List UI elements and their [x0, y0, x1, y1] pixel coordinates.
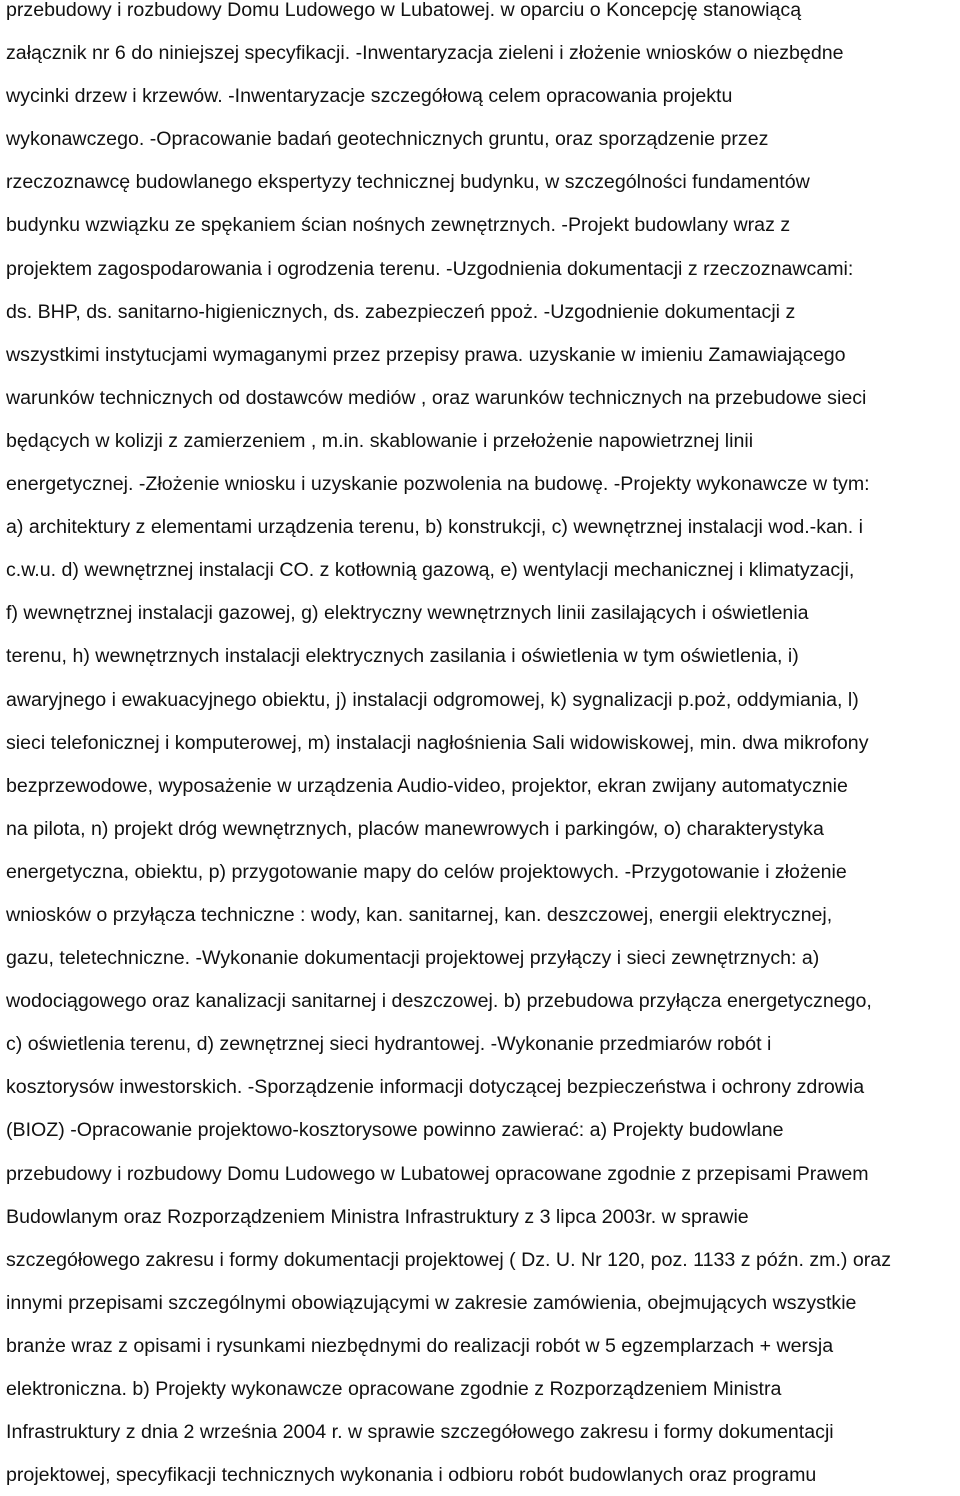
- text-line: branże wraz z opisami i rysunkami niezbędnymi do realizacji robót w 5 egzemplarzach + wersja: [6, 1334, 834, 1357]
- text-line: wykonawczego. -Opracowanie badań geotechnicznych gruntu, oraz sporządzenie przez: [6, 128, 769, 151]
- text-line: ds. BHP, ds. sanitarno-higienicznych, ds. zabezpieczeń ppoż. -Uzgodnienie dokumentacji z: [6, 300, 796, 323]
- text-line: Budowlanym oraz Rozporządzeniem Ministra Infrastruktury z 3 lipca 2003r. w sprawie: [6, 1205, 749, 1228]
- text-line: f) wewnętrznej instalacji gazowej, g) elektryczny wewnętrznych linii zasilających i oświetlenia: [6, 602, 809, 625]
- text-line: a) architektury z elementami urządzenia terenu, b) konstrukcji, c) wewnętrznej instalacji wod.-kan. i: [6, 516, 864, 539]
- text-line: warunków technicznych od dostawców mediów , oraz warunków technicznych na przebudowe sieci: [6, 386, 867, 409]
- text-line: elektroniczna. b) Projekty wykonawcze opracowane zgodnie z Rozporządzeniem Ministra: [6, 1378, 782, 1400]
- text-line: będących w kolizji z zamierzeniem , m.in. skablowanie i przełożenie napowietrznej linii: [6, 429, 754, 452]
- text-line: wycinki drzew i krzewów. -Inwentaryzacje szczegółową celem opracowania projektu: [6, 85, 733, 108]
- text-line: innymi przepisami szczególnymi obowiązującymi w zakresie zamówienia, obejmujących wszystkie: [6, 1291, 857, 1314]
- text-line: bezprzewodowe, wyposażenie w urządzenia Audio-video, projektor, ekran zwijany automatycznie: [6, 774, 848, 797]
- text-line: c.w.u. d) wewnętrznej instalacji CO. z kotłownią gazową, e) wentylacji mechanicznej i klimatyzacji,: [6, 559, 855, 582]
- text-line: energetycznej. -Złożenie wniosku i uzyskanie pozwolenia na budowę. -Projekty wykonawcze w tym:: [6, 473, 870, 496]
- text-line: rzeczoznawcę budowlanego ekspertyzy technicznej budynku, w szczególności fundamentów: [6, 171, 810, 194]
- text-line: projektowej, specyfikacji technicznych wykonania i odbioru robót budowlanych oraz programu: [6, 1464, 817, 1487]
- text-line: załącznik nr 6 do niniejszej specyfikacji. -Inwentaryzacja zieleni i złożenie wniosków o niezbędne: [6, 42, 844, 65]
- text-line: wodociągowego oraz kanalizacji sanitarnej i deszczowej. b) przebudowa przyłącza energetycznego,: [6, 990, 872, 1013]
- document-body: [6, 0, 958, 1496]
- text-line: budynku wzwiązku ze spękaniem ścian nośnych zewnętrznych. -Projekt budowlany wraz z: [6, 214, 791, 237]
- text-line: szczegółowego zakresu i formy dokumentacji projektowej ( Dz. U. Nr 120, poz. 1133 z późn. zm.) oraz: [6, 1248, 891, 1271]
- text-line: kosztorysów inwestorskich. -Sporządzenie informacji dotyczącej bezpieczeństwa i ochrony zdrowia: [6, 1076, 865, 1099]
- text-line: projektem zagospodarowania i ogrodzenia terenu. -Uzgodnienia dokumentacji z rzeczoznawcami:: [6, 257, 854, 280]
- text-line: Infrastruktury z dnia 2 września 2004 r. w sprawie szczegółowego zakresu i formy dokumentacji: [6, 1421, 834, 1444]
- text-line: terenu, h) wewnętrznych instalacji elektrycznych zasilania i oświetlenia w tym oświetlenia, i): [6, 645, 799, 668]
- text-line: energetyczna, obiektu, p) przygotowanie mapy do celów projektowych. -Przygotowanie i złożenie: [6, 860, 847, 883]
- text-line: (BIOZ) -Opracowanie projektowo-kosztorysowe powinno zawierać: a) Projekty budowlane: [6, 1119, 784, 1142]
- text-line: gazu, teletechniczne. -Wykonanie dokumentacji projektowej przyłączy i sieci zewnętrznych: a): [6, 947, 820, 970]
- text-line: sieci telefonicznej i komputerowej, m) instalacji nagłośnienia Sali widowiskowej, min. dwa mikrofony: [6, 731, 869, 754]
- text-line: przebudowy i rozbudowy Domu Ludowego w Lubatowej opracowane zgodnie z przepisami Prawem: [6, 1162, 869, 1185]
- text-line: c) oświetlenia terenu, d) zewnętrznej sieci hydrantowej. -Wykonanie przedmiarów robót i: [6, 1033, 772, 1056]
- text-line: wniosków o przyłącza techniczne : wody, kan. sanitarnej, kan. deszczowej, energii elektrycznej,: [6, 903, 833, 926]
- text-line: na pilota, n) projekt dróg wewnętrznych, placów manewrowych i parkingów, o) charakterystyka: [6, 817, 824, 840]
- text-line: wszystkimi instytucjami wymaganymi przez przepisy prawa. uzyskanie w imieniu Zamawiającego: [6, 343, 846, 366]
- text-line: przebudowy i rozbudowy Domu Ludowego w Lubatowej. w oparciu o Koncepcję stanowiącą: [6, 0, 802, 21]
- text-line: awaryjnego i ewakuacyjnego obiektu, j) instalacji odgromowej, k) sygnalizacji p.poż, oddymiania, l): [6, 688, 859, 711]
